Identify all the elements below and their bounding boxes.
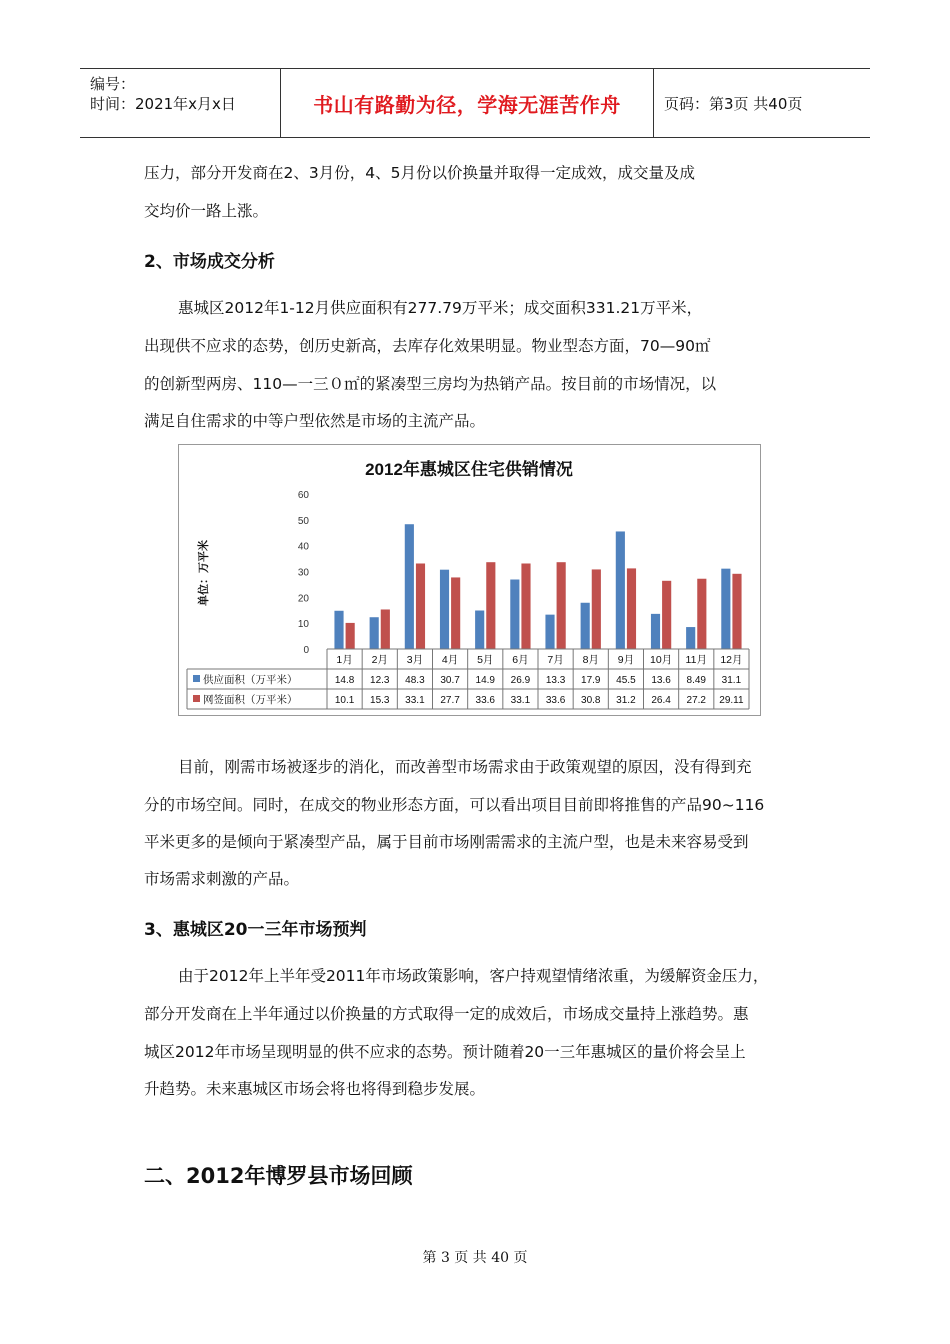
data-label: 30.7 <box>440 675 460 686</box>
data-label: 15.3 <box>370 695 390 706</box>
paragraph-3-line-2: 部分开发商在上半年通过以价换量的方式取得一定的成效后，市场成交量持上涨趋势。惠 <box>144 1005 749 1023</box>
paragraph-1-line-4: 满足自住需求的中等户型依然是市场的主流产品。 <box>144 412 486 430</box>
paragraph-2-line-4: 市场需求刺激的产品。 <box>144 870 300 888</box>
section-2-heading: 2、市场成交分析 <box>144 252 275 272</box>
bar-supply <box>545 615 554 649</box>
data-label: 26.4 <box>651 695 671 706</box>
x-tick-label: 2月 <box>371 654 388 666</box>
header-motto: 书山有路勤为径，学海无涯苦作舟 <box>313 92 621 117</box>
bar-sales <box>557 562 566 649</box>
bar-sales <box>627 568 636 649</box>
data-label: 26.9 <box>510 675 531 686</box>
bar-supply <box>405 524 414 649</box>
chart-svg <box>179 445 760 715</box>
bar-supply <box>581 603 590 649</box>
data-label: 13.3 <box>545 675 566 686</box>
data-label: 8.49 <box>686 675 706 686</box>
data-label: 31.2 <box>616 695 636 706</box>
chapter-heading: 二、2012年博罗县市场回顾 <box>144 1164 413 1188</box>
paragraph-2-line-2: 分的市场空间。同时，在成交的物业形态方面，可以看出项目目前即将推售的产品90~116 <box>144 796 765 814</box>
chart-y-axis-label: 单位：万平米 <box>198 540 210 606</box>
data-label: 33.6 <box>545 695 566 706</box>
intro-line-1: 压力，部分开发商在2、3月份，4、5月份以价换量并取得一定成效，成交量及成 <box>144 164 695 182</box>
y-tick-label: 30 <box>297 567 309 579</box>
data-label: 17.9 <box>581 675 601 686</box>
x-tick-label: 1月 <box>336 654 353 666</box>
legend-label-sales: 网签面积（万平米） <box>203 694 298 706</box>
section-3-heading: 3、惠城区20一三年市场预判 <box>144 920 367 940</box>
paragraph-1-line-2: 出现供不应求的态势，创历史新高，去库存化效果明显。物业型态方面，70—90㎡ <box>144 337 711 355</box>
y-tick-label: 60 <box>297 490 309 501</box>
bar-supply <box>370 617 379 649</box>
bar-sales <box>697 579 706 649</box>
data-label: 45.5 <box>616 675 636 686</box>
page-header <box>80 68 870 138</box>
data-label: 33.6 <box>475 695 495 706</box>
chart-title: 2012年惠城区住宅供销情况 <box>365 460 573 479</box>
x-tick-label: 12月 <box>720 654 743 666</box>
legend-swatch-sales <box>193 695 200 702</box>
paragraph-3-line-4: 升趋势。未来惠城区市场会将也将得到稳步发展。 <box>144 1080 486 1098</box>
header-motto-cell <box>281 69 654 137</box>
data-label: 30.8 <box>581 695 601 706</box>
data-label: 31.1 <box>721 675 742 686</box>
bar-sales <box>346 623 355 649</box>
x-tick-label: 10月 <box>649 654 673 666</box>
document-date-label: 时间：2021年x月x日 <box>90 95 236 113</box>
data-label: 12.3 <box>370 675 390 686</box>
bar-supply <box>475 611 484 649</box>
data-label: 27.7 <box>440 695 460 706</box>
x-tick-label: 9月 <box>617 654 635 666</box>
x-tick-label: 8月 <box>582 654 599 666</box>
bar-sales <box>416 563 425 649</box>
x-tick-label: 5月 <box>477 654 494 666</box>
bar-sales <box>592 569 601 649</box>
header-page-cell <box>654 69 870 137</box>
legend-swatch-supply <box>193 675 200 682</box>
data-label: 13.6 <box>651 675 671 686</box>
data-label: 10.1 <box>334 695 355 706</box>
y-tick-label: 20 <box>297 593 309 605</box>
y-tick-label: 10 <box>297 619 309 631</box>
legend-label-supply: 供应面积（万平米） <box>203 674 298 686</box>
document-number-label: 编号： <box>90 75 136 93</box>
bar-supply <box>616 531 625 649</box>
bar-supply <box>651 614 660 649</box>
bar-sales <box>381 609 390 649</box>
data-label: 33.1 <box>405 695 425 706</box>
header-page-info: 页码：第3页 共40页 <box>664 94 803 113</box>
x-tick-label: 11月 <box>685 654 707 666</box>
y-tick-label: 50 <box>297 515 309 527</box>
x-tick-label: 7月 <box>547 654 564 666</box>
header-left-cell <box>80 69 281 137</box>
bar-supply <box>334 611 343 649</box>
paragraph-3-line-3: 城区2012年市场呈现明显的供不应求的态势。预计随着20一三年惠城区的量价将会呈上 <box>144 1043 746 1061</box>
x-tick-label: 3月 <box>406 654 424 666</box>
data-label: 48.3 <box>405 675 425 686</box>
paragraph-3-line-1: 由于2012年上半年受2011年市场政策影响，客户持观望情绪浓重，为缓解资金压力， <box>178 967 769 985</box>
paragraph-1-line-1: 惠城区2012年1-12月供应面积有277.79万平米；成交面积331.21万平米， <box>178 299 703 317</box>
x-tick-label: 4月 <box>441 654 459 666</box>
page-footer: 第 3 页 共 40 页 <box>422 1250 528 1266</box>
bar-sales <box>521 563 530 649</box>
y-tick-label: 40 <box>297 541 309 553</box>
data-label: 27.2 <box>686 695 706 706</box>
bar-sales <box>732 574 741 649</box>
paragraph-2-line-3: 平米更多的是倾向于紧凑型产品，属于目前市场刚需需求的主流户型，也是未来容易受到 <box>144 833 749 851</box>
supply-sales-chart <box>178 444 761 716</box>
bar-sales <box>486 562 495 649</box>
data-label: 33.1 <box>510 695 531 706</box>
bar-supply <box>721 569 730 649</box>
data-label: 14.9 <box>475 675 495 686</box>
bar-sales <box>451 577 460 649</box>
bar-supply <box>510 580 519 649</box>
bar-sales <box>662 581 671 649</box>
bar-supply <box>686 627 695 649</box>
y-tick-label: 0 <box>303 645 309 656</box>
paragraph-1-line-3: 的创新型两房、110—一三０㎡的紧凑型三房均为热销产品。按目前的市场情况，以 <box>144 375 717 393</box>
x-tick-label: 6月 <box>512 654 529 666</box>
data-label: 29.11 <box>719 695 744 706</box>
data-label: 14.8 <box>334 675 355 686</box>
paragraph-2-line-1: 目前，刚需市场被逐步的消化，而改善型市场需求由于政策观望的原因，没有得到充 <box>178 758 752 776</box>
intro-line-2: 交均价一路上涨。 <box>144 202 269 220</box>
bar-supply <box>440 570 449 649</box>
